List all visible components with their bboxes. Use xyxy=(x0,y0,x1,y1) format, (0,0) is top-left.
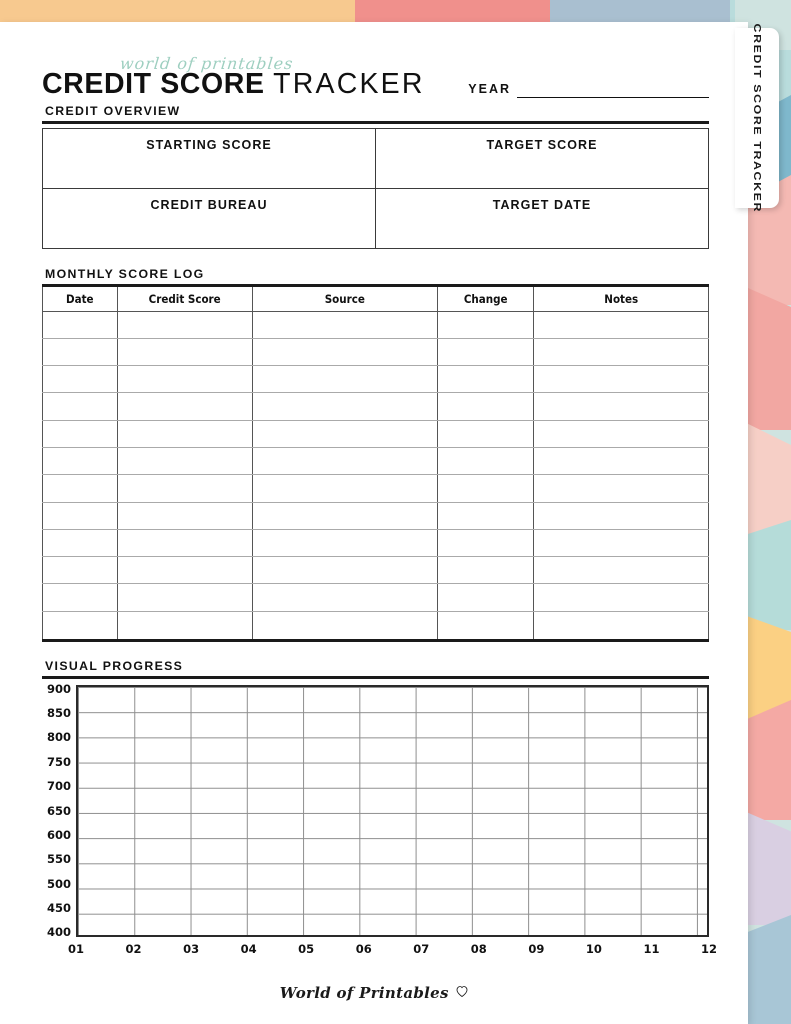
log-cell-notes[interactable] xyxy=(534,529,709,556)
log-cell-date[interactable] xyxy=(43,393,118,420)
log-cell-credit-score[interactable] xyxy=(117,529,252,556)
x-axis-tick-label: 09 xyxy=(528,941,545,956)
table-row xyxy=(43,447,709,474)
table-row xyxy=(43,393,709,420)
table-row xyxy=(43,338,709,365)
column-header-date: Date xyxy=(43,287,118,311)
log-cell-change[interactable] xyxy=(437,311,534,338)
table-row xyxy=(43,529,709,556)
target-date-cell[interactable]: TARGET DATE xyxy=(376,189,709,249)
table-row xyxy=(43,557,709,584)
page-title xyxy=(42,68,425,101)
log-cell-notes[interactable] xyxy=(534,393,709,420)
log-cell-change[interactable] xyxy=(437,366,534,393)
x-axis-tick-label: 06 xyxy=(355,941,372,956)
y-axis-tick-label: 600 xyxy=(46,827,71,842)
table-row xyxy=(43,189,709,249)
page-footer xyxy=(0,984,748,1003)
log-cell-notes[interactable] xyxy=(534,557,709,584)
side-index-tab[interactable] xyxy=(735,23,779,213)
y-axis-tick-label: 900 xyxy=(46,681,71,696)
log-cell-source[interactable] xyxy=(252,475,437,502)
log-cell-notes[interactable] xyxy=(534,502,709,529)
log-cell-change[interactable] xyxy=(437,529,534,556)
chart-plot-area[interactable] xyxy=(76,685,709,937)
log-cell-source[interactable] xyxy=(252,311,437,338)
y-axis-tick-label: 400 xyxy=(46,925,71,940)
log-cell-credit-score[interactable] xyxy=(117,338,252,365)
y-axis-tick-label: 550 xyxy=(46,852,71,867)
chart-body xyxy=(42,681,709,940)
x-axis-tick-label: 03 xyxy=(183,941,200,956)
heart-icon xyxy=(456,984,468,1002)
log-cell-notes[interactable] xyxy=(534,311,709,338)
x-axis-tick-label: 02 xyxy=(125,941,142,956)
credit-bureau-cell[interactable]: CREDIT BUREAU xyxy=(43,189,376,249)
log-cell-change[interactable] xyxy=(437,447,534,474)
visual-progress-heading: VISUAL PROGRESS xyxy=(45,658,184,673)
table-row xyxy=(43,129,709,189)
side-index-tab-label: CREDIT SCORE TRACKER xyxy=(751,23,763,213)
credit-overview-table xyxy=(42,128,709,249)
log-cell-change[interactable] xyxy=(437,420,534,447)
table-row xyxy=(43,475,709,502)
log-cell-change[interactable] xyxy=(437,393,534,420)
table-row xyxy=(43,366,709,393)
log-cell-credit-score[interactable] xyxy=(117,366,252,393)
log-cell-credit-score[interactable] xyxy=(117,420,252,447)
log-cell-credit-score[interactable] xyxy=(117,447,252,474)
x-axis-tick-label: 11 xyxy=(643,941,660,956)
table-row xyxy=(43,584,709,611)
year-label: YEAR xyxy=(468,82,511,96)
log-cell-source[interactable] xyxy=(252,611,437,638)
log-cell-date[interactable] xyxy=(43,420,118,447)
log-cell-date[interactable] xyxy=(43,584,118,611)
y-axis-tick-label: 750 xyxy=(46,754,71,769)
column-header-credit-score: Credit Score xyxy=(117,287,252,311)
log-cell-date[interactable] xyxy=(43,366,118,393)
log-cell-notes[interactable] xyxy=(534,420,709,447)
log-cell-change[interactable] xyxy=(437,502,534,529)
page-title-light: TRACKER xyxy=(273,68,425,100)
log-cell-source[interactable] xyxy=(252,338,437,365)
log-cell-source[interactable] xyxy=(252,366,437,393)
log-cell-date[interactable] xyxy=(43,557,118,584)
visual-progress-rule xyxy=(42,676,709,679)
log-header-row xyxy=(43,287,709,311)
credit-overview-rule xyxy=(42,121,709,124)
y-axis-tick-label: 800 xyxy=(46,730,71,745)
x-axis-tick-label: 07 xyxy=(413,941,430,956)
log-table-head xyxy=(43,287,709,311)
log-cell-source[interactable] xyxy=(252,393,437,420)
log-cell-credit-score[interactable] xyxy=(117,584,252,611)
starting-score-cell[interactable]: STARTING SCORE xyxy=(43,129,376,189)
x-axis-tick-label: 10 xyxy=(585,941,602,956)
log-cell-date[interactable] xyxy=(43,447,118,474)
log-cell-credit-score[interactable] xyxy=(117,502,252,529)
log-cell-notes[interactable] xyxy=(534,447,709,474)
column-header-source: Source xyxy=(252,287,437,311)
log-cell-source[interactable] xyxy=(252,502,437,529)
y-axis-tick-label: 700 xyxy=(46,779,71,794)
brand-script-logo: world of printables xyxy=(119,54,295,73)
monthly-score-log-table-wrapper xyxy=(42,284,709,642)
credit-overview-heading: CREDIT OVERVIEW xyxy=(45,104,181,118)
monthly-score-log-heading: MONTHLY SCORE LOG xyxy=(45,267,205,281)
log-cell-credit-score[interactable] xyxy=(117,475,252,502)
page-title-bold: CREDIT SCORE xyxy=(42,68,265,100)
log-cell-change[interactable] xyxy=(437,557,534,584)
y-axis-tick-label: 450 xyxy=(46,901,71,916)
log-cell-change[interactable] xyxy=(437,584,534,611)
log-cell-date[interactable] xyxy=(43,311,118,338)
table-row xyxy=(43,611,709,638)
log-cell-source[interactable] xyxy=(252,584,437,611)
y-axis-tick-label: 650 xyxy=(46,803,71,818)
x-axis-tick-label: 08 xyxy=(470,941,487,956)
log-cell-credit-score[interactable] xyxy=(117,393,252,420)
log-cell-notes[interactable] xyxy=(534,611,709,638)
log-cell-change[interactable] xyxy=(437,611,534,638)
log-cell-credit-score[interactable] xyxy=(117,311,252,338)
log-cell-date[interactable] xyxy=(43,475,118,502)
year-field-group xyxy=(468,82,709,98)
page-content xyxy=(42,32,718,959)
table-row xyxy=(43,420,709,447)
target-score-cell[interactable]: TARGET SCORE xyxy=(376,129,709,189)
x-axis-tick-label: 12 xyxy=(700,941,718,956)
log-cell-credit-score[interactable] xyxy=(117,557,252,584)
log-table-body xyxy=(43,311,709,639)
y-axis-tick-label: 500 xyxy=(46,876,71,891)
log-cell-notes[interactable] xyxy=(534,366,709,393)
log-cell-change[interactable] xyxy=(437,338,534,365)
printable-page xyxy=(0,22,748,1024)
column-header-notes: Notes xyxy=(534,287,709,311)
year-input-line[interactable] xyxy=(517,86,709,98)
log-cell-notes[interactable] xyxy=(534,584,709,611)
log-cell-source[interactable] xyxy=(252,529,437,556)
table-row xyxy=(43,311,709,338)
log-cell-credit-score[interactable] xyxy=(117,611,252,638)
log-cell-source[interactable] xyxy=(252,447,437,474)
x-axis-tick-label: 04 xyxy=(240,941,257,956)
footer-brand-logo: World of Printables xyxy=(279,984,449,1002)
monthly-score-log-table xyxy=(42,287,709,639)
chart-y-axis xyxy=(42,681,76,940)
log-cell-notes[interactable] xyxy=(534,475,709,502)
visual-progress-chart xyxy=(42,681,718,959)
log-cell-date[interactable] xyxy=(43,338,118,365)
log-cell-date[interactable] xyxy=(43,611,118,638)
x-axis-tick-label: 01 xyxy=(67,941,85,956)
log-cell-source[interactable] xyxy=(252,420,437,447)
log-cell-source[interactable] xyxy=(252,557,437,584)
log-cell-date[interactable] xyxy=(43,529,118,556)
chart-x-axis xyxy=(67,937,718,959)
column-header-change: Change xyxy=(437,287,534,311)
page-header xyxy=(42,32,709,104)
table-row xyxy=(43,502,709,529)
log-cell-change[interactable] xyxy=(437,475,534,502)
log-cell-date[interactable] xyxy=(43,502,118,529)
x-axis-tick-label: 05 xyxy=(298,941,315,956)
y-axis-tick-label: 850 xyxy=(46,705,71,720)
log-cell-notes[interactable] xyxy=(534,338,709,365)
